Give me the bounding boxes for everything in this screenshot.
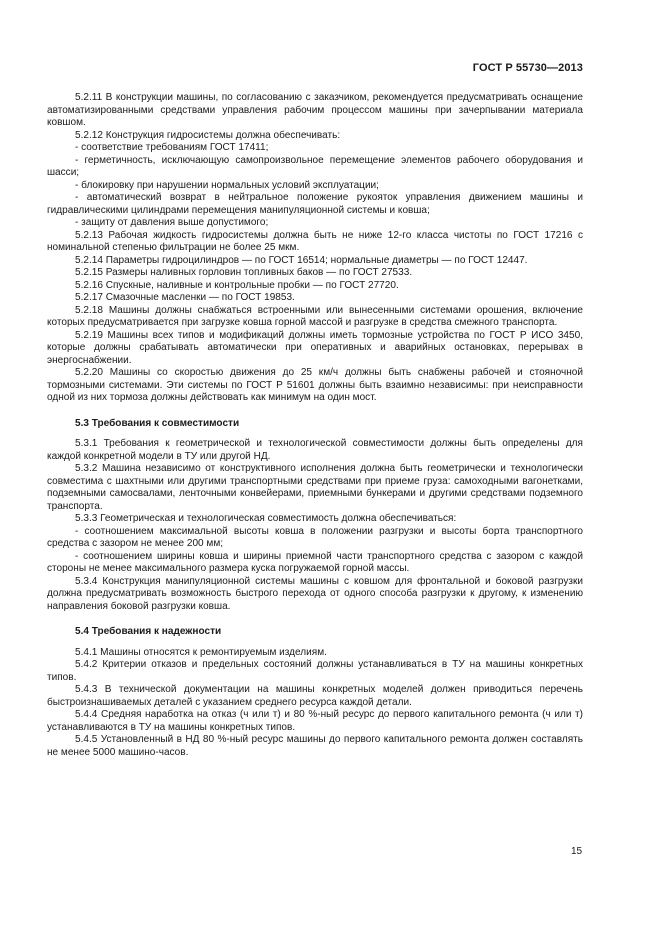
page-content: [47, 92, 583, 759]
paragraph-5-2-18: 5.2.18 Машины должны снабжаться встроенными или вынесенными системами орошения, включение которых предусматривается при загрузке ковша горной массой и разгрузке в средства смежного транспорта.: [47, 304, 583, 328]
list-item-auto-return: - автоматический возврат в нейтральное положение рукояток управления движением машины и гидравлическими цилиндрами перемещения манипуляционной системы и ковша;: [47, 192, 583, 216]
paragraph-5-3-1: 5.3.1 Требования к геометрической и технологической совместимости должны быть определены для каждой конкретной модели в ТУ или другой НД.: [47, 438, 583, 462]
paragraph-5-2-13: 5.2.13 Рабочая жидкость гидросистемы должна быть не ниже 12-го класса чистоты по ГОСТ 17216 с номинальной степенью фильтрации не более 25 мкм.: [47, 229, 583, 253]
list-item-hermeticity: - герметичность, исключающую самопроизвольное перемещение элементов рабочего оборудования и шасси;: [47, 154, 583, 178]
paragraph-5-2-15: 5.2.15 Размеры наливных горловин топливных баков — по ГОСТ 27533.: [75, 267, 413, 278]
paragraph-5-4-2: 5.4.2 Критерии отказов и предельных состояний должны устанавливаться в ТУ на машины конкретных типов.: [47, 659, 583, 683]
page-number: 15: [571, 846, 583, 857]
section-heading-5-4: 5.4 Требования к надежности: [75, 626, 222, 637]
list-item-height-ratio: - соотношением максимальной высоты ковша в положении разгрузки и высоты борта транспортного средства с зазором не менее 200 мм;: [47, 525, 583, 549]
paragraph-5-2-19: 5.2.19 Машины всех типов и модификаций должны иметь тормозные устройства по ГОСТ Р ИСО 3450, которые должны срабатывать автоматически при оперативных и аварийных остановках, перерывах в энергоснабжении.: [47, 329, 583, 366]
paragraph-5-3-2: 5.3.2 Машина независимо от конструктивного исполнения должна быть геометрически и технологически совместима с шахтными или другими транспортными средствами при приеме груза: самоходными вагонетками, подземными самосвалами, ленточными конвейерами, приемными бункерами и другими средствами подземного транспорта.: [47, 463, 583, 512]
list-item-width-ratio: - соотношением ширины ковша и ширины приемной части транспортного средства с зазором с каждой стороны не менее максимального размера куска погружаемой горной массы.: [47, 550, 583, 574]
list-item-gost-17411: - соответствие требованиям ГОСТ 17411;: [75, 142, 269, 153]
paragraph-5-3-4: 5.3.4 Конструкция манипуляционной системы машины с ковшом для фронтальной и боковой разгрузки должна предусматривать возможность быстрого перехода от одного способа разгрузки к другому, к изменению направления боковой разгрузки ковша.: [47, 575, 583, 612]
paragraph-5-2-12: 5.2.12 Конструкция гидросистемы должна обеспечивать:: [75, 129, 341, 141]
standard-header: ГОСТ Р 55730—2013: [472, 62, 583, 74]
paragraph-5-4-5: 5.4.5 Установленный в НД 80 %-ный ресурс машины до первого капитального ремонта должен составлять не менее 5000 машино-часов.: [47, 734, 583, 758]
paragraph-5-3-3: 5.3.3 Геометрическая и технологическая совместимость должна обеспечиваться:: [75, 513, 457, 524]
paragraph-5-2-14: 5.2.14 Параметры гидроцилиндров — по ГОСТ 16514; нормальные диаметры — по ГОСТ 12447.: [75, 254, 528, 266]
list-item-overpressure: - защиту от давления выше допустимого;: [75, 217, 269, 228]
list-item-blocking: - блокировку при нарушении нормальных условий эксплуатации;: [75, 179, 379, 191]
paragraph-5-2-16: 5.2.16 Спускные, наливные и контрольные пробки — по ГОСТ 27720.: [75, 279, 399, 291]
paragraph-5-4-4: 5.4.4 Средняя наработка на отказ (ч или т) и 80 %-ный ресурс до первого капитального ремонта (ч или т) устанавливаются в ТУ на машины конкретных типов.: [47, 709, 583, 733]
paragraph-5-2-11: 5.2.11 В конструкции машины, по согласованию с заказчиком, рекомендуется предусматривать оснащение автоматизированными средствами управления рабочим процессом машины при зачерпывании материала ковшом.: [47, 92, 583, 128]
paragraph-5-4-3: 5.4.3 В технической документации на машины конкретных моделей должен приводиться перечень быстроизнашиваемых деталей с указанием среднего ресурса каждой детали.: [47, 684, 583, 708]
section-heading-5-3: 5.3 Требования к совместимости: [75, 417, 240, 429]
paragraph-5-2-17: 5.2.17 Смазочные масленки — по ГОСТ 19853.: [75, 292, 295, 303]
paragraph-5-2-20: 5.2.20 Машины со скоростью движения до 25 км/ч должны быть снабжены рабочей и стояночной тормозными системами. Эти системы по ГОСТ Р 51601 должны быть взаимно независимы: при неисправности одной из них тормоза должны действовать как минимум на один мост.: [47, 367, 583, 403]
paragraph-5-4-1: 5.4.1 Машины относятся к ремонтируемым изделиям.: [75, 646, 327, 658]
